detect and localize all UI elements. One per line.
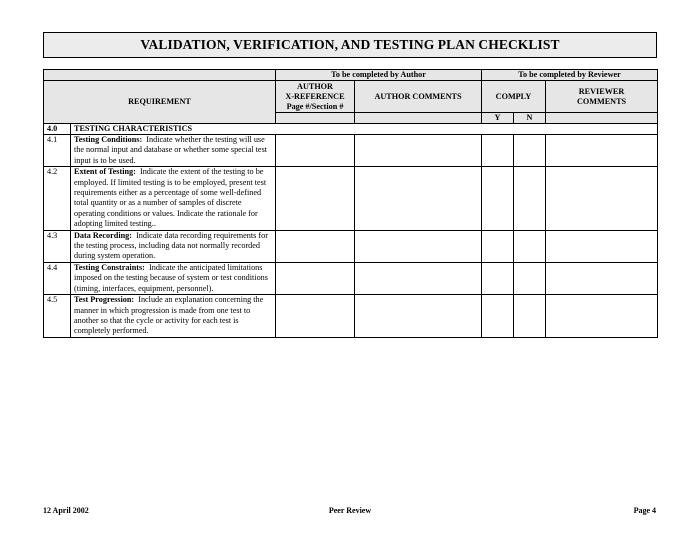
table-row <box>44 230 658 262</box>
subheader-author-comments-blank <box>355 113 482 124</box>
group-header-blank <box>44 70 276 81</box>
column-header-reviewer-comments-line1: REVIEWER <box>578 86 625 96</box>
table-row <box>44 262 658 294</box>
footer-page-number: Page 4 <box>633 506 656 515</box>
requirement-text: Indicate whether the testing will use the normal input and database or whether some special test input is to be used. <box>74 135 268 165</box>
author-comments-cell[interactable] <box>355 167 482 230</box>
requirement-text: Indicate the extent of the testing to be employed. If limited testing is to be employed, present test requirements either as a percentage of some well-defined total quantity or as a number of samples of discrete operating conditions or values. Indicate the rationale for adopting limited testing.. <box>74 167 267 229</box>
author-comments-cell[interactable] <box>355 135 482 167</box>
comply-yes-cell[interactable] <box>482 135 514 167</box>
requirement-cell <box>71 135 276 167</box>
requirement-text: Include an explanation concerning the manner in which progression is made from one test to another so that the cycle or activity for each test is completely performed. <box>74 295 264 336</box>
requirement-title: Test Progression: <box>74 295 135 305</box>
author-xref-cell[interactable] <box>276 230 355 262</box>
checklist-table <box>43 69 658 338</box>
column-header-reviewer-comments-line2: COMMENTS <box>576 96 627 106</box>
column-header-author-xref <box>276 81 355 113</box>
column-header-author-comments: AUTHOR COMMENTS <box>355 81 482 113</box>
requirement-number: 4.4 <box>44 262 71 294</box>
author-xref-cell[interactable] <box>276 295 355 338</box>
requirement-text: Indicate data recording requirements for the testing process, including data not normally recorded during system operation. <box>74 230 268 261</box>
comply-no-cell[interactable] <box>514 295 546 338</box>
requirement-title: Testing Conditions: <box>74 135 143 144</box>
comply-no-cell[interactable] <box>514 135 546 167</box>
requirement-text: Indicate the anticipated limitations imposed on the testing because of system or test conditions (timing, interfaces, equipment, personnel). <box>74 262 268 293</box>
column-header-yes: Y <box>482 113 514 124</box>
table-row <box>44 167 658 230</box>
comply-yes-cell[interactable] <box>482 295 514 338</box>
requirement-number: 4.3 <box>44 230 71 262</box>
author-comments-cell[interactable] <box>355 262 482 294</box>
requirement-cell <box>71 230 276 262</box>
group-header-reviewer: To be completed by Reviewer <box>482 70 658 81</box>
requirement-number: 4.2 <box>44 167 71 230</box>
column-header-no: N <box>514 113 546 124</box>
subheader-reviewer-blank <box>546 113 658 124</box>
column-header-row <box>44 81 658 113</box>
reviewer-comments-cell[interactable] <box>546 135 658 167</box>
requirement-number: 4.5 <box>44 295 71 338</box>
author-comments-cell[interactable] <box>355 230 482 262</box>
subheader-xref-blank <box>276 113 355 124</box>
footer-date: 12 April 2002 <box>43 506 89 515</box>
reviewer-comments-cell[interactable] <box>546 167 658 230</box>
requirement-cell <box>71 262 276 294</box>
table-row <box>44 295 658 338</box>
author-xref-cell[interactable] <box>276 167 355 230</box>
author-xref-cell[interactable] <box>276 262 355 294</box>
section-title: TESTING CHARACTERISTICS <box>71 124 658 135</box>
checklist-rows <box>44 135 658 338</box>
requirement-number: 4.1 <box>44 135 71 167</box>
section-row <box>44 124 658 135</box>
column-header-author-xref-line3: Page #/Section # <box>286 101 344 111</box>
comply-yes-cell[interactable] <box>482 167 514 230</box>
comply-no-cell[interactable] <box>514 230 546 262</box>
comply-yes-cell[interactable] <box>482 262 514 294</box>
group-header-author: To be completed by Author <box>276 70 482 81</box>
reviewer-comments-cell[interactable] <box>546 262 658 294</box>
column-header-requirement: REQUIREMENT <box>44 81 276 124</box>
group-header-row <box>44 70 658 81</box>
column-header-reviewer-comments <box>546 81 658 113</box>
section-number: 4.0 <box>44 124 71 135</box>
author-comments-cell[interactable] <box>355 295 482 338</box>
reviewer-comments-cell[interactable] <box>546 230 658 262</box>
author-xref-cell[interactable] <box>276 135 355 167</box>
requirement-title: Extent of Testing: <box>74 167 136 177</box>
reviewer-comments-cell[interactable] <box>546 295 658 338</box>
requirement-cell <box>71 295 276 338</box>
column-header-author-xref-line2: X-REFERENCE <box>285 91 345 101</box>
requirement-title: Testing Constraints: <box>74 262 145 272</box>
requirement-title: Data Recording: <box>74 230 132 240</box>
requirement-cell <box>71 167 276 230</box>
comply-no-cell[interactable] <box>514 262 546 294</box>
column-header-comply: COMPLY <box>482 81 546 113</box>
document-title: VALIDATION, VERIFICATION, AND TESTING PLAN CHECKLIST <box>43 32 657 58</box>
footer-center: Peer Review <box>328 506 372 515</box>
table-row <box>44 135 658 167</box>
comply-yes-cell[interactable] <box>482 230 514 262</box>
comply-no-cell[interactable] <box>514 167 546 230</box>
column-header-author-xref-line1: AUTHOR <box>297 81 333 91</box>
